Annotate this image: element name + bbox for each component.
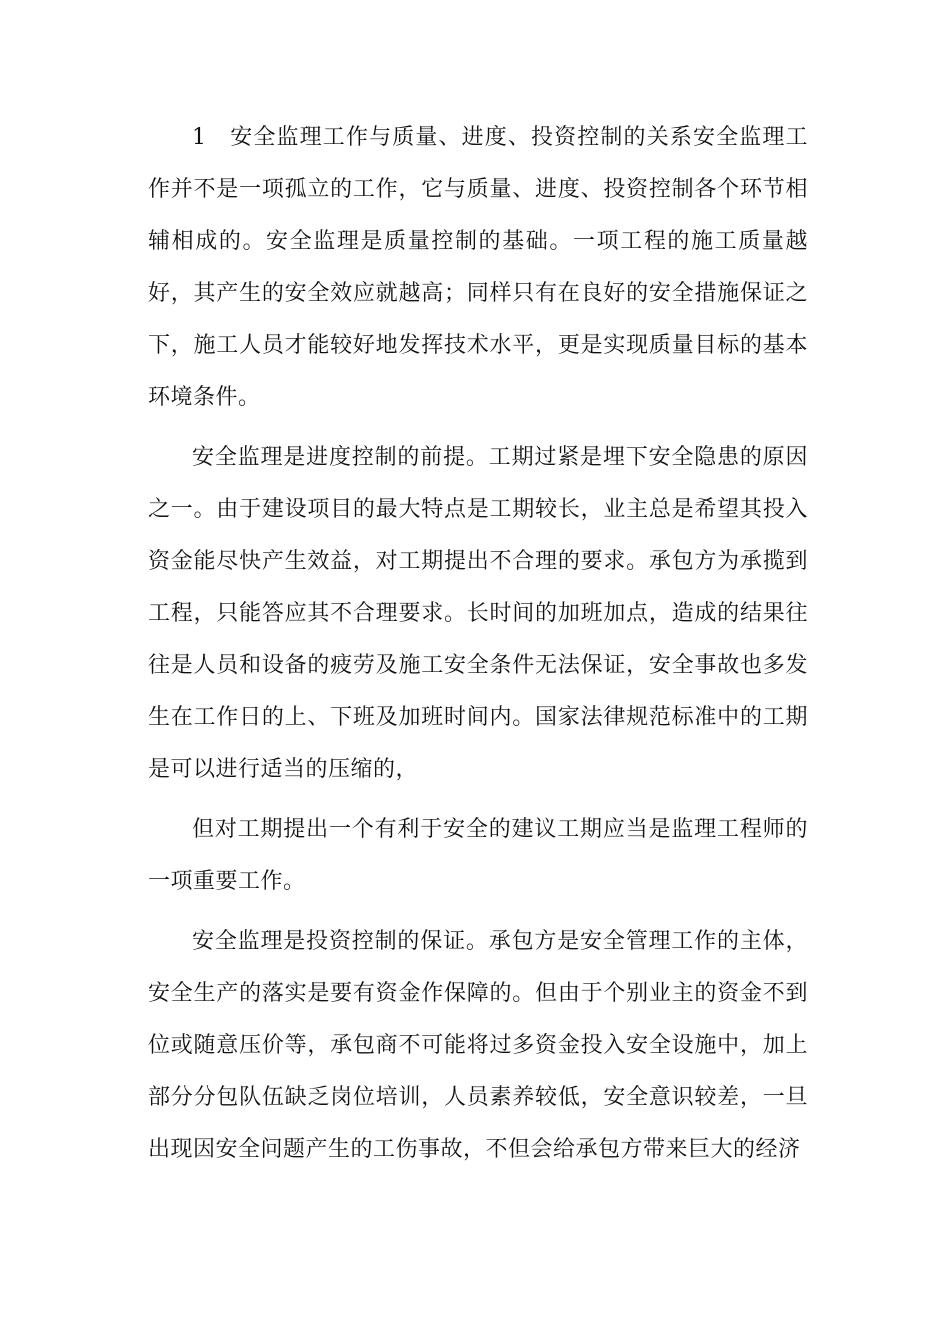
paragraph-schedule-advice: 但对工期提出一个有利于安全的建议工期应当是监理工程师的一项重要工作。 xyxy=(148,817,808,894)
document-body xyxy=(148,112,808,1184)
paragraph-safety-schedule: 安全监理是进度控制的前提。工期过紧是埋下安全隐患的原因之一。由于建设项目的最大特点是工期较长，业主总是希望其投入资金能尽快产生效益，对工期提出不合理的要求。承包方为承揽到工程，只能答应其不合理要求。长时间的加班加点，造成的结果往往是人员和设备的疲劳及施工安全条件无法保证，安全事故也多发生在工作日的上、下班及加班时间内。国家法律规范标准中的工期是可以进行适当的压缩的， xyxy=(148,445,808,782)
paragraph-safety-investment: 安全监理是投资控制的保证。承包方是安全管理工作的主体，安全生产的落实是要有资金作保障的。但由于个别业主的资金不到位或随意压价等，承包商不可能将过多资金投入安全设施中，加上部分分包队伍缺乏岗位培训，人员素养较低，安全意识较差，一旦出现因安全问题产生的工伤事故，不但会给承包方带来巨大的经济 xyxy=(148,929,808,1162)
paragraph-safety-quality: 1 安全监理工作与质量、进度、投资控制的关系安全监理工作并不是一项孤立的工作，它与质量、进度、投资控制各个环节相辅相成的。安全监理是质量控制的基础。一项工程的施工质量越好，其产生的安全效应就越高；同样只有在良好的安全措施保证之下，施工人员才能较好地发挥技术水平，更是实现质量目标的基本环境条件。 xyxy=(148,125,808,410)
